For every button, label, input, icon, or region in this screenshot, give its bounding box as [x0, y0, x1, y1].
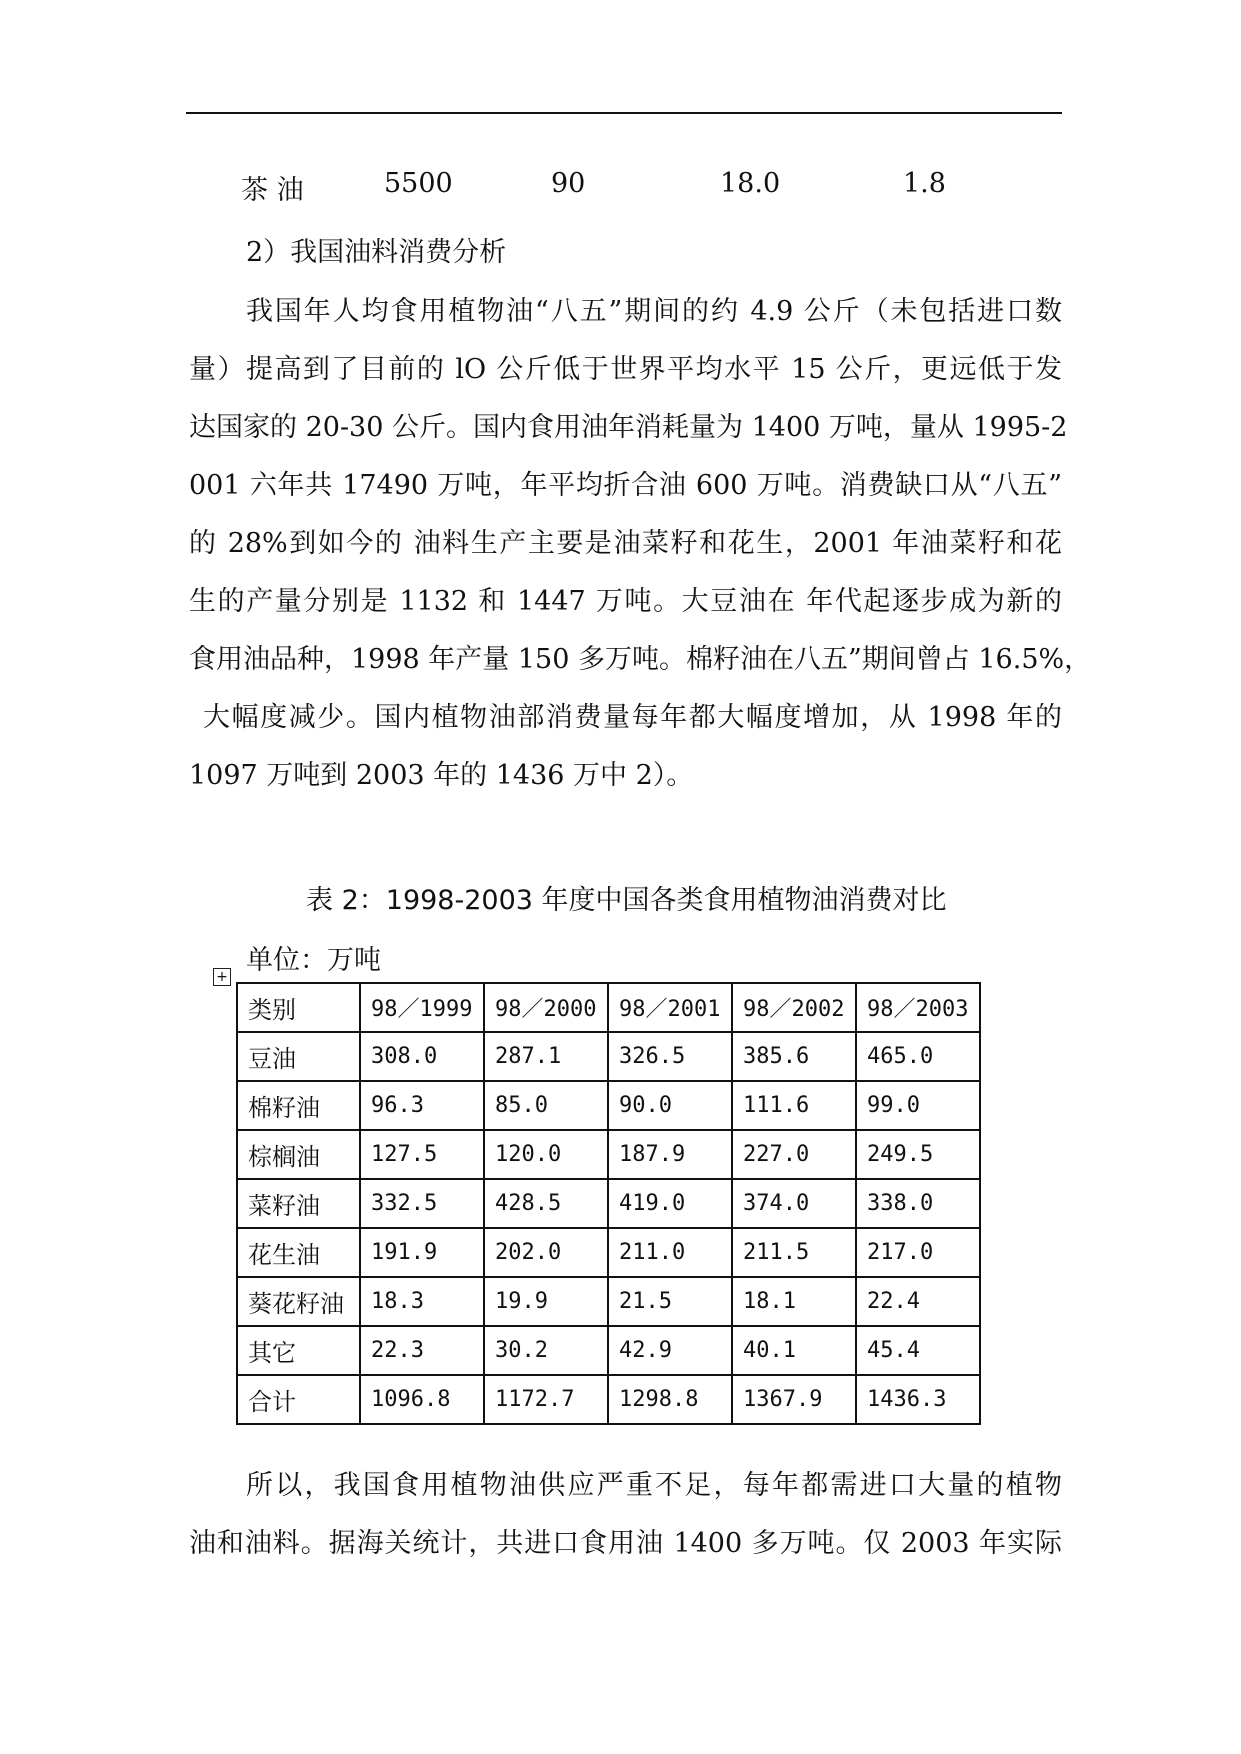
- paragraph-2: [189, 1457, 1062, 1573]
- paragraph-line: 所以，我国食用植物油供应严重不足，每年都需进口大量的植物: [246, 1470, 1062, 1501]
- table-cell: 85.0: [484, 1081, 608, 1130]
- table-cell: 287.1: [484, 1032, 608, 1081]
- table-cell: 332.5: [360, 1179, 484, 1228]
- paragraph-line: 达国家的 20-30 公斤。国内食用油年消耗量为 1400 万吨，量从 1995-2: [189, 412, 1068, 443]
- table-cell: 428.5: [484, 1179, 608, 1228]
- table-row: [237, 1277, 980, 1326]
- table-cell: 棕榈油: [237, 1130, 360, 1179]
- table-cell: 22.3: [360, 1326, 484, 1375]
- table-cell: 1298.8: [608, 1375, 732, 1424]
- table-total-row: [237, 1375, 980, 1424]
- paragraph-line: 001 六年共 17490 万吨，年平均折合油 600 万吨。消费缺口从“八五”: [189, 470, 1062, 501]
- table-cell: 308.0: [360, 1032, 484, 1081]
- section-heading: 2）我国油料消费分析: [246, 237, 507, 268]
- table-cell: 385.6: [732, 1032, 856, 1081]
- paragraph-line: 油和油料。据海关统计，共进口食用油 1400 多万吨。仅 2003 年实际: [189, 1528, 1062, 1559]
- table-cell: 1367.9: [732, 1375, 856, 1424]
- table-cell: 90.0: [608, 1081, 732, 1130]
- table-cell: 217.0: [856, 1228, 980, 1277]
- table-title: 表 2：1998-2003 年度中国各类食用植物油消费对比: [306, 885, 947, 916]
- table-header-cell: 98／2002: [732, 983, 856, 1032]
- table-cell: 187.9: [608, 1130, 732, 1179]
- table-cell: 其它: [237, 1326, 360, 1375]
- table-cell: 419.0: [608, 1179, 732, 1228]
- paragraph-1: [189, 283, 1092, 805]
- table-cell: 227.0: [732, 1130, 856, 1179]
- table-cell: 191.9: [360, 1228, 484, 1277]
- paragraph-line: 1097 万吨到 2003 年的 1436 万中 2）。: [189, 760, 694, 791]
- paragraph-line: 量）提高到了目前的 lO 公斤低于世界平均水平 15 公斤，更远低于发: [189, 354, 1062, 385]
- tea-oil-value-4: 1.8: [903, 168, 946, 199]
- table-cell: 326.5: [608, 1032, 732, 1081]
- table-cell: 1436.3: [856, 1375, 980, 1424]
- table-cell: 338.0: [856, 1179, 980, 1228]
- table-row: [237, 1179, 980, 1228]
- table-cell: 120.0: [484, 1130, 608, 1179]
- table-cell: 合计: [237, 1375, 360, 1424]
- table-cell: 18.1: [732, 1277, 856, 1326]
- table-cell: 1096.8: [360, 1375, 484, 1424]
- table-cell: 30.2: [484, 1326, 608, 1375]
- table-row: [237, 1326, 980, 1375]
- paragraph-line: 生的产量分别是 1132 和 1447 万吨。大豆油在 年代起逐步成为新的: [189, 586, 1062, 617]
- tea-oil-label: 茶 油: [241, 175, 304, 206]
- table-cell: 42.9: [608, 1326, 732, 1375]
- table-cell: 18.3: [360, 1277, 484, 1326]
- table-row: [237, 1130, 980, 1179]
- table-cell: 21.5: [608, 1277, 732, 1326]
- table-header-cell: 98／1999: [360, 983, 484, 1032]
- table-cell: 202.0: [484, 1228, 608, 1277]
- tea-oil-value-1: 5500: [384, 168, 453, 199]
- table-row: [237, 1032, 980, 1081]
- table-cell: 45.4: [856, 1326, 980, 1375]
- table-cell: 1172.7: [484, 1375, 608, 1424]
- header-rule: [186, 112, 1062, 114]
- table-cell: 花生油: [237, 1228, 360, 1277]
- table-cell: 葵花籽油: [237, 1277, 360, 1326]
- table-row: [237, 1228, 980, 1277]
- table-cell: 豆油: [237, 1032, 360, 1081]
- table-header-cell: 类别: [237, 983, 360, 1032]
- table-cell: 111.6: [732, 1081, 856, 1130]
- paragraph-line: 的 28%到如今的 油料生产主要是油菜籽和花生，2001 年油菜籽和花: [189, 528, 1062, 559]
- table-cell: 19.9: [484, 1277, 608, 1326]
- table-header-cell: 98／2003: [856, 983, 980, 1032]
- table-cell: 249.5: [856, 1130, 980, 1179]
- paragraph-line: 食用油品种，1998 年产量 150 多万吨。棉籽油在八五”期间曾占 16.5%，: [189, 644, 1092, 675]
- table-cell: 211.0: [608, 1228, 732, 1277]
- table-header-cell: 98／2000: [484, 983, 608, 1032]
- tea-oil-value-3: 18.0: [720, 168, 781, 199]
- table-cell: 40.1: [732, 1326, 856, 1375]
- table-header-row: [237, 983, 980, 1032]
- table-row: [237, 1081, 980, 1130]
- table-cell: 465.0: [856, 1032, 980, 1081]
- table-cell: 菜籽油: [237, 1179, 360, 1228]
- table-cell: 96.3: [360, 1081, 484, 1130]
- oil-consumption-table: [236, 982, 981, 1425]
- table-move-handle-icon[interactable]: +: [213, 968, 231, 986]
- table-cell: 127.5: [360, 1130, 484, 1179]
- paragraph-line: 大幅度减少。国内植物油部消费量每年都大幅度增加，从 1998 年的: [203, 702, 1062, 733]
- table-cell: 374.0: [732, 1179, 856, 1228]
- tea-oil-value-2: 90: [551, 168, 586, 199]
- table-unit: 单位：万吨: [246, 945, 381, 976]
- table-cell: 22.4: [856, 1277, 980, 1326]
- table-cell: 99.0: [856, 1081, 980, 1130]
- paragraph-line: 我国年人均食用植物油“八五”期间的约 4.9 公斤（未包括进口数: [246, 296, 1062, 327]
- table-cell: 211.5: [732, 1228, 856, 1277]
- table-cell: 棉籽油: [237, 1081, 360, 1130]
- table-header-cell: 98／2001: [608, 983, 732, 1032]
